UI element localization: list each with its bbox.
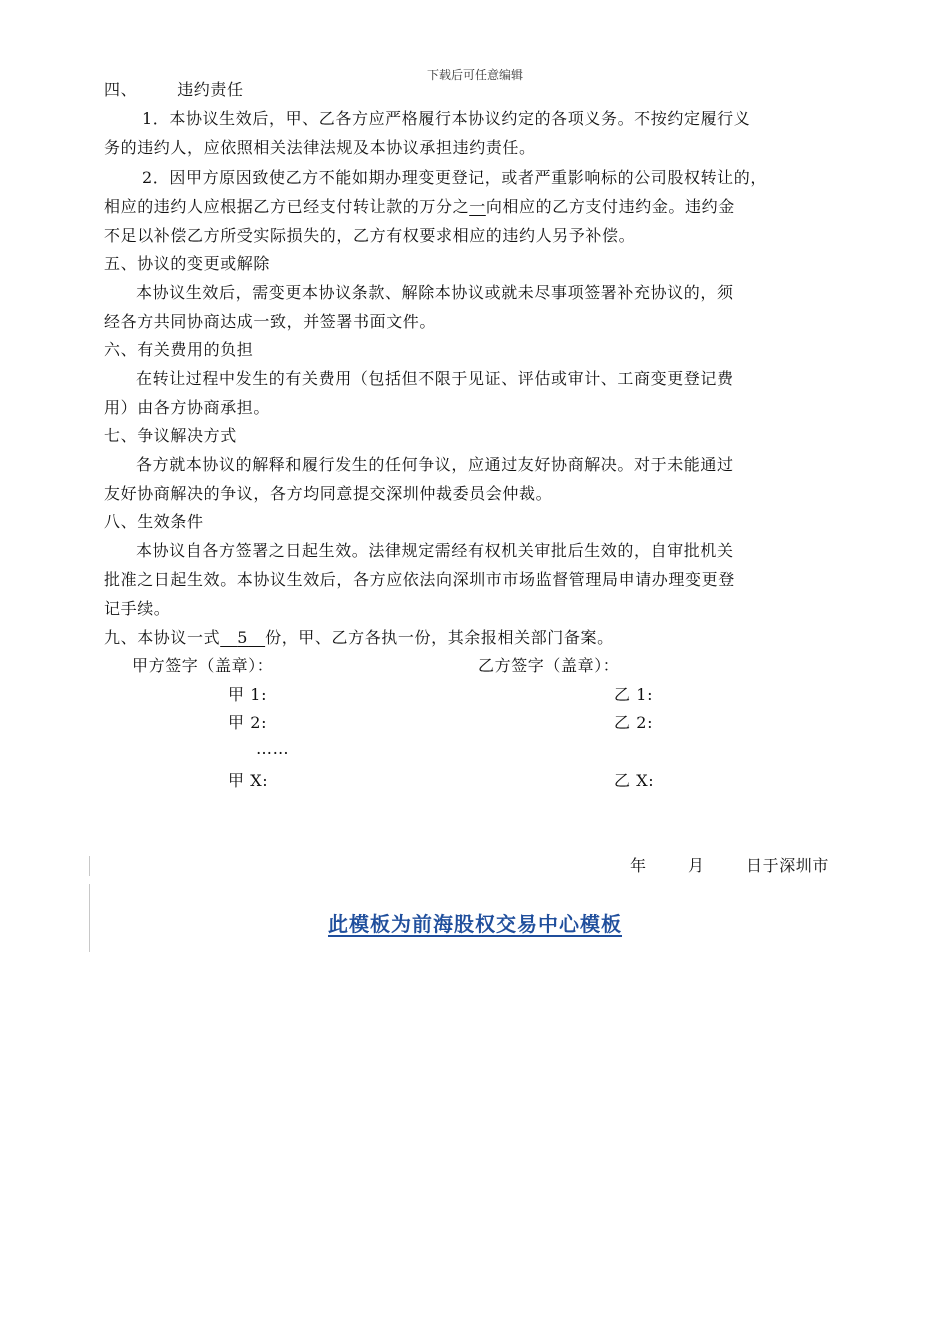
section-4-para-2-line-1: 2．因甲方原因致使乙方不能如期办理变更登记，或者严重影响标的公司股权转让的， (142, 168, 767, 187)
party-b-signature-label: 乙方签字（盖章）： (478, 656, 620, 675)
section-5-heading: 五、协议的变更或解除 (104, 254, 271, 273)
margin-bar-top (89, 856, 90, 876)
party-a-signature-label: 甲方签字（盖章）： (132, 656, 274, 675)
header-note: 下载后可任意编辑 (426, 68, 523, 82)
para-2-text-a: 相应的违约人应根据乙方已经支付转让款的万分之 (104, 197, 470, 216)
section-6-heading: 六、有关费用的负担 (104, 340, 254, 359)
signer-ellipsis: …… (256, 739, 290, 758)
section-7-heading: 七、争议解决方式 (104, 426, 237, 445)
date-month: 月 (688, 856, 705, 875)
party-b-signer-x: 乙 X: (614, 771, 655, 790)
section-9-suffix: 份，甲、乙方各执一份，其余报相关部门备案。 (265, 628, 614, 647)
date-year: 年 (630, 856, 647, 875)
section-5-line-1: 本协议生效后，需变更本协议条款、解除本协议或就未尽事项签署补充协议的，须 (136, 283, 734, 302)
party-a-signer-x: 甲 X: (228, 771, 269, 790)
party-a-signer-1: 甲 1: (228, 685, 268, 704)
party-b-signer-2: 乙 2: (614, 713, 654, 732)
section-8-line-3: 记手续。 (104, 599, 171, 618)
section-4-para-2-line-3: 不足以补偿乙方所受实际损失的，乙方有权要求相应的违约人另予补偿。 (104, 226, 636, 245)
para-2-text-b: 向相应的乙方支付违约金。违约金 (485, 197, 735, 216)
section-5-line-2: 经各方共同协商达成一致，并签署书面文件。 (104, 312, 437, 331)
section-4-heading (104, 80, 244, 100)
section-8-heading: 八、生效条件 (104, 512, 204, 531)
section-4-title: 违约责任 (177, 80, 244, 99)
section-4-para-1-line-1: 1．本协议生效后，甲、乙各方应严格履行本协议约定的各项义务。不按约定履行义 (142, 109, 751, 128)
template-source-link[interactable]: 此模板为前海股权交易中心模板 (328, 912, 622, 936)
party-b-signer-1: 乙 1: (614, 685, 654, 704)
section-6-line-2: 用）由各方协商承担。 (104, 398, 271, 417)
section-6-line-1: 在转让过程中发生的有关费用（包括但不限于见证、评估或审计、工商变更登记费 (136, 369, 734, 388)
section-4-para-2-line-2 (104, 197, 735, 217)
section-9-line (104, 628, 614, 648)
date-day-place: 日于深圳市 (746, 856, 830, 875)
copies-count: 5 (237, 628, 249, 647)
section-4-number: 四、 (104, 80, 138, 99)
party-a-signer-2: 甲 2: (228, 713, 268, 732)
section-4-para-1-line-2: 务的违约人，应依照相关法律法规及本协议承担违约责任。 (104, 138, 536, 157)
section-7-line-1: 各方就本协议的解释和履行发生的任何争议，应通过友好协商解决。对于未能通过 (136, 455, 734, 474)
section-7-line-2: 友好协商解决的争议，各方均同意提交深圳仲裁委员会仲裁。 (104, 484, 553, 503)
section-8-line-2: 批准之日起生效。本协议生效后，各方应依法向深圳市市场监督管理局申请办理变更登 (104, 570, 735, 589)
section-9-prefix: 九、本协议一式 (104, 628, 221, 647)
penalty-rate-blank: 一 (469, 197, 486, 216)
section-8-line-1: 本协议自各方签署之日起生效。法律规定需经有权机关审批后生效的，自审批机关 (136, 541, 734, 560)
